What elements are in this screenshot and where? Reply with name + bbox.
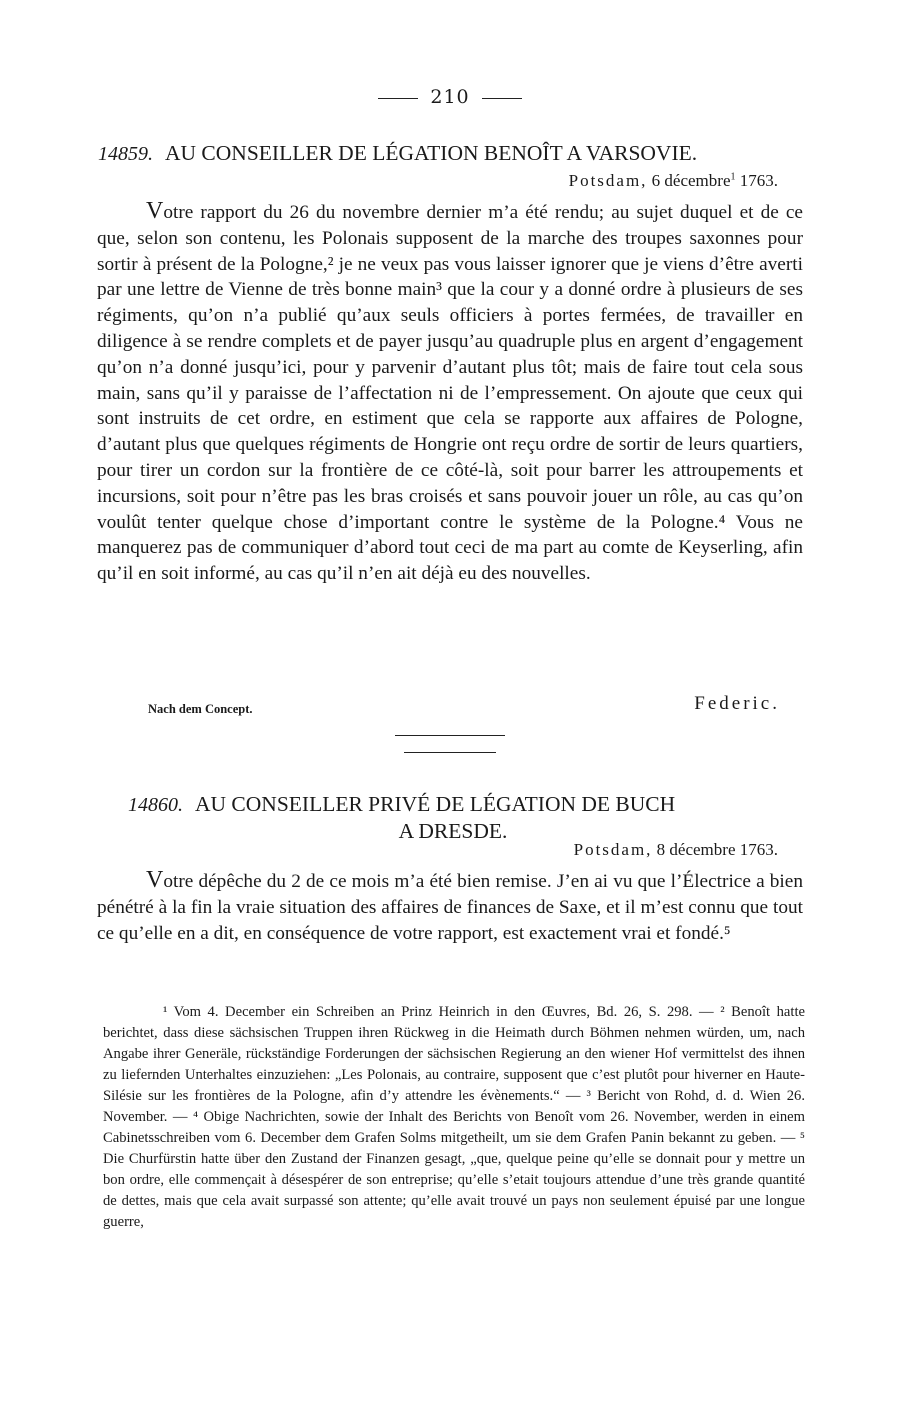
dateline-place: Potsdam, — [568, 171, 648, 190]
source-note: Nach dem Concept. — [148, 702, 253, 716]
letter-number: 14859. — [98, 143, 153, 165]
dateline-year: 1763. — [739, 171, 778, 190]
signature: Federic. — [694, 693, 780, 714]
letter-body-text: otre dépêche du 2 de ce mois m’a été bien remise. J’en ai vu que l’Électrice a bien pénétré à la fin la vraie situation des affaires de finances de Saxe, et il m’est connu que tout ce qu’elle en a dit, en conséquence de votre rapport, est exactement vrai et fondé.⁵ — [97, 871, 803, 944]
page-number-header — [0, 86, 900, 108]
page-number: 210 — [430, 86, 470, 108]
initial-letter: V — [146, 198, 164, 224]
dateline-place: Potsdam, — [573, 840, 653, 859]
letter-14859-title — [98, 140, 803, 167]
footnote-ref: 1 — [730, 171, 736, 183]
dateline-date: 6 décembre — [651, 171, 731, 190]
header-rule-left — [378, 98, 418, 99]
letter-heading-line1: AU CONSEILLER PRIVÉ DE LÉGATION DE BUCH — [195, 792, 676, 816]
letter-14859-dateline — [569, 171, 778, 191]
section-separator-short — [404, 752, 496, 753]
letter-number: 14860. — [128, 794, 183, 816]
header-rule-right — [482, 98, 522, 99]
section-separator — [395, 735, 505, 736]
footnotes — [103, 1002, 805, 1233]
letter-14860-dateline — [574, 840, 778, 860]
letter-heading-line2: A DRESDE. — [398, 819, 508, 843]
letter-body-text: otre rapport du 26 du novembre dernier m’a été rendu; au sujet duquel et de ce que, selon son contenu, les Polonais supposent de la marche des troupes saxonnes pour sortir à présent de la Pologne,² je ne veux pas vous laisser ignorer que je viens d’être averti par une lettre de Vienne de très bonne main³ que la cour y a donné ordre à plusieurs de ses régiments, qu’on n’a publié qu’aux seuls officiers à portes fermées, de travailler en diligence à se rendre complets et de payer jusqu’au quadruple plus en argent d’engagement qu’on n’a donné jusqu’ici, pour y parvenir d’autant plus tôt; mais de faire tout cela sous main, sans qu’il y paraisse de l’affectation ni de l’empressement. On ajoute que ceux qui sont instruits de cet ordre, en estiment que cela se rapporte aux affaires de Pologne, d’autant plus que quelques régiments de Hongrie ont reçu ordre de sortir de leurs quartiers, pour tirer un cordon sur la frontière de ce côté-là, soit pour barrer les attroupements et incursions, soit pour n’être pas les bras croisés et sans pouvoir jouer un rôle, au cas qu’on voulût tenter quelque chose d’important contre le système de la Pologne.⁴ Vous ne manquerez pas de communiquer d’abord tout ceci de ma part au comte de Keyserling, afin qu’il en soit informé, au cas qu’il n’en ait déjà eu des nouvelles. — [97, 202, 803, 585]
letter-14860-body — [97, 868, 803, 946]
letter-heading: AU CONSEILLER DE LÉGATION BENOÎT A VARSOVIE. — [165, 141, 698, 165]
initial-letter: V — [146, 867, 164, 893]
letter-14859-body — [97, 199, 803, 587]
letter-14860-title — [98, 791, 788, 844]
dateline-date: 8 décembre 1763. — [656, 840, 778, 859]
footnotes-text: ¹ Vom 4. December ein Schreiben an Prinz Heinrich in den Œuvres, Bd. 26, S. 298. — ² Benoît hatte berichtet, dass diese sächsischen Truppen ihren Rückweg in die Heimath durch Böhmen nehmen würden, um, nach Angabe ihrer Generäle, rückständige Forderungen der sächsischen Regierung an den wiener Hof vermittelst des ihnen zu liefernden Unterhaltes einzuziehen: „Les Polonais, au contraire, supposent que c’est plutôt pour hiverner en Haute-Silésie sur les frontières de la Pologne, afin d’y attendre les évènements.“ — ³ Bericht von Rohd, d. d. Wien 26. November. — ⁴ Obige Nachrichten, sowie der Inhalt des Berichts von Benoît vom 26. November, werden in einem Cabinetsschreiben vom 6. December dem Grafen Solms mitgetheilt, um sie dem Grafen Panin bekannt zu geben. — ⁵ Die Churfürstin hatte über den Zustand der Finanzen gesagt, „que, quelque peine qu’elle se donnait pour y mettre un bon ordre, elle commençait à désespérer de son entreprise; qu’elle s’etait toujours attendue d’une très grande quantité de dettes, mais que cela avait surpassé son attente; qu’elle avait trouvé un pays non seulement épuisé par une longue guerre, — [103, 1004, 805, 1230]
